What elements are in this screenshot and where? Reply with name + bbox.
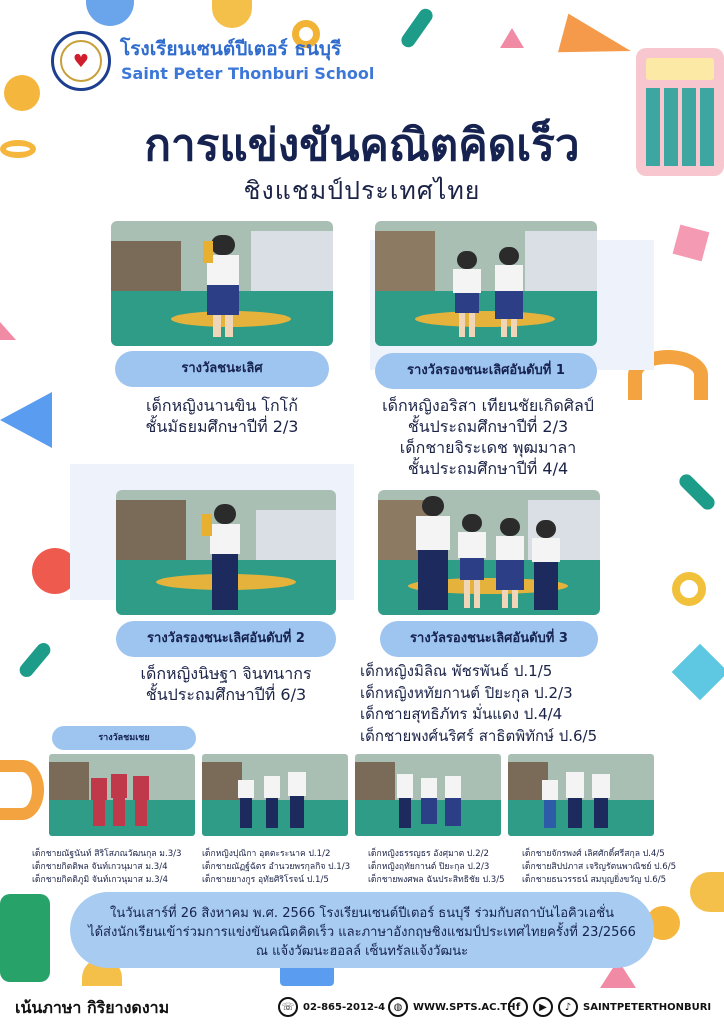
school-slogan: เน้นภาษา กิริยางดงาม [15,998,170,1017]
decor-arc-left [0,760,44,820]
honorable-names-col-2 [202,848,350,887]
honorable-name: เด็กชายสิปปภาส เจริญรัตนพาณิชย์ ป.6/5 [522,862,677,872]
runner-up-3-name-a: เด็กหญิงมิลิณ พัชรพันธ์ ป.1/5 [360,662,553,680]
decor-coin-top [212,0,252,28]
honorable-name: เด็กหญิงปุณิกา อุดตะระนาค ป.1/2 [202,849,331,859]
runner-up-2-name: เด็กหญิงนิษฐา จินทนากร [140,664,312,683]
event-description-banner [70,892,654,968]
facebook-icon[interactable]: f [508,997,528,1017]
honorable-name: เด็กหญิงฤทัยกานต์ ปิยะกุล ป.2/3 [368,862,490,872]
award-names-winner [111,395,333,437]
decor-gem-right [672,644,724,701]
website-link[interactable] [388,997,516,1017]
tiktok-icon[interactable]: ♪ [558,997,578,1017]
award-label-honorable: รางวัลชมเชย [52,726,196,750]
runner-up-1-name-a: เด็กหญิงอริสา เทียนชัยเกิดศิลป์ [382,396,594,415]
winner-grade: ชั้นมัธยมศึกษาปีที่ 2/3 [145,417,299,436]
honorable-name: เด็กชายณัฐนันท์ สิริโสภณวัฒนกุล ม.3/3 [32,849,182,859]
decor-stick-left [17,640,53,680]
decor-triangle-left [0,322,16,340]
award-names-runner-up-3 [360,661,630,747]
globe-icon: ◍ [388,997,408,1017]
school-name-en: Saint Peter Thonburi School [121,64,375,83]
award-label-runner-up-3: รางวัลรองชนะเลิศอันดับที่ 3 [380,621,598,657]
photo-runner-up-3 [378,490,600,615]
decor-stick-right [676,471,717,512]
honorable-name: เด็กชายจักรพงศ์ เลิศศักดิ์ศรีสกุล ป.4/5 [522,849,665,859]
photo-honorable-2 [202,754,348,836]
banner-line-1: ในวันเสาร์ที่ 26 สิงหาคม พ.ศ. 2566 โรงเรียนเซนต์ปีเตอร์ ธนบุรี ร่วมกับสถาบันไอคิวเอชั่น [109,906,615,921]
decor-cone-top [86,0,134,26]
decor-cube-right [673,225,710,262]
winner-name: เด็กหญิงนานขิน โกโก้ [146,396,298,415]
decor-bag-left [0,894,50,982]
honorable-names-col-1 [32,848,182,887]
runner-up-1-name-b: เด็กชายจิระเดช พุฒมาลา [399,438,577,457]
runner-up-2-grade: ชั้นประถมศึกษาปีที่ 6/3 [145,685,307,704]
decor-plane-top [558,14,636,71]
award-names-runner-up-2 [106,663,346,705]
school-logo [51,31,111,91]
decor-cone-left [0,392,52,448]
photo-honorable-4 [508,754,654,836]
decor-triangle-top [500,28,524,48]
social-links[interactable] [508,997,711,1017]
award-label-runner-up-2: รางวัลรองชนะเลิศอันดับที่ 2 [116,621,336,657]
photo-runner-up-2 [116,490,336,615]
honorable-name: เด็กชายกิตติพล จันท์เกวนุมาส ม.3/4 [32,862,168,872]
school-name-th: โรงเรียนเซนต์ปีเตอร์ ธนบุรี [120,38,342,60]
photo-honorable-1 [49,754,195,836]
website-url: WWW.SPTS.AC.TH [413,1001,516,1013]
page-subtitle: ชิงแชมป์ประเทศไทย [243,176,481,205]
banner-line-2: ได้ส่งนักเรียนเข้าร่วมการแข่งขันคณิตคิดเร็ว และภาษาอังกฤษชิงแชมป์ประเทศไทยครั้งที่ 23/2566 [88,925,636,940]
decor-orb-top-left [4,75,40,111]
runner-up-1-grade-b: ชั้นประถมศึกษาปีที่ 4/4 [407,459,569,478]
award-names-runner-up-1 [360,395,616,479]
phone-contact[interactable] [278,997,385,1017]
photo-winner [111,221,333,346]
honorable-name: เด็กชายธนวรรธน์ สมบุญยิ่งขวัญ ป.6/5 [522,875,667,885]
honorable-names-col-3 [368,848,505,887]
banner-line-3: ณ แจ้งวัฒนะฮอลล์ เซ็นทรัลแจ้งวัฒนะ [255,944,469,959]
award-label-runner-up-1: รางวัลรองชนะเลิศอันดับที่ 1 [375,353,597,389]
award-label-winner: รางวัลชนะเลิศ [115,351,329,387]
decor-half-right [690,872,724,912]
honorable-name: เด็กชายยางกูร อุทัยศิริโรจน์ ป.1/5 [202,875,329,885]
honorable-name: เด็กชายกิตติภูมิ จันท์เกวนุมาส ม.3/4 [32,875,168,885]
heart-icon: ♥ [60,40,102,82]
honorable-name: เด็กชายณัฏฐ์ฉัตร อำนวยพรกุลกิจ ป.1/3 [202,862,351,872]
honorable-name: เด็กหญิงธรรญธร อังศุมาต ป.2/2 [368,849,489,859]
decor-stick-top [399,6,436,50]
decor-ring-right [672,572,706,606]
phone-number: 02-865-2012-4 [303,1001,386,1013]
social-handle: SAINTPETERTHONBURI [583,1001,712,1013]
runner-up-3-name-b: เด็กหญิงหทัยกานต์ ปิยะกุล ป.2/3 [360,683,573,702]
runner-up-3-name-d: เด็กชายพงศ์นริศร์ สาธิตพิทักษ์ ป.6/5 [360,726,598,745]
phone-icon: ☏ [278,997,298,1017]
honorable-name: เด็กชายพงศพล ฉันประสิทธิชัย ป.3/5 [368,875,505,885]
honorable-names-col-4 [522,848,676,887]
runner-up-1-grade-a: ชั้นประถมศึกษาปีที่ 2/3 [407,417,569,436]
photo-runner-up-1 [375,221,597,346]
runner-up-3-name-c: เด็กชายสุทธิภัทร มั่นแดง ป.4/4 [360,705,563,723]
youtube-icon[interactable]: ▶ [533,997,553,1017]
photo-honorable-3 [355,754,501,836]
page-title: การแข่งขันคณิตคิดเร็ว [144,120,580,171]
